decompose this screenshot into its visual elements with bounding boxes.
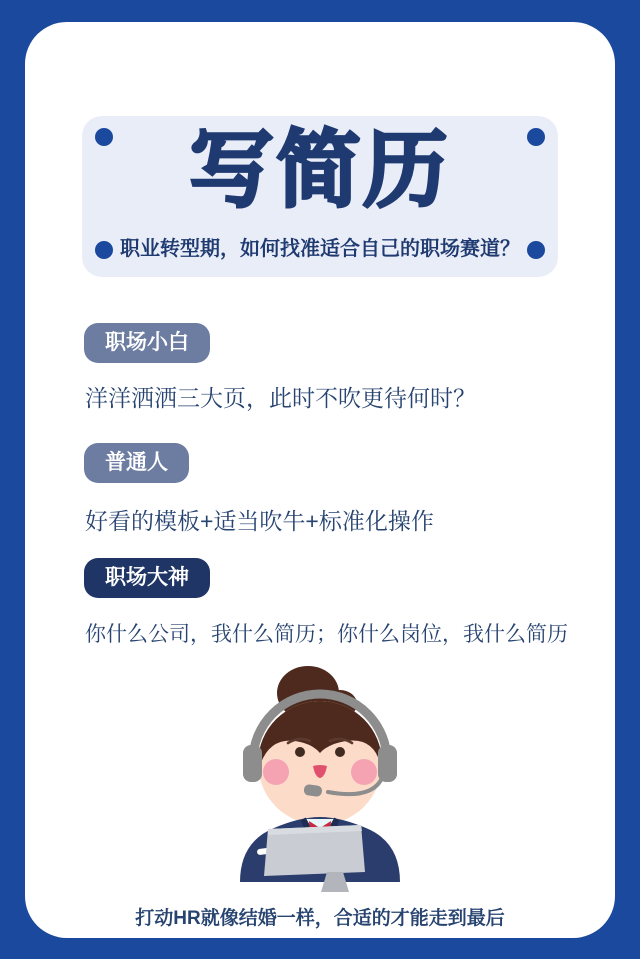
rookie-description: 洋洋洒洒三大页，此时不吹更待何时？	[85, 385, 476, 411]
customer-service-woman-illustration	[230, 660, 410, 900]
footer-caption: 打动HR就像结婚一样，合适的才能走到最后	[135, 908, 505, 929]
title-plate	[82, 116, 558, 277]
workplace-master-description: 你什么公司，我什么简历；你什么岗位，我什么简历	[85, 623, 568, 646]
ordinary-person-description: 好看的模板+适当吹牛+标准化操作	[85, 508, 434, 534]
badge-ordinary-person: 普通人	[84, 443, 189, 483]
badge-workplace-master: 职场大神	[84, 558, 210, 598]
content-card	[25, 22, 615, 938]
page-subtitle: 职业转型期，如何找准适合自己的职场赛道？	[120, 238, 520, 260]
badge-rookie: 职场小白	[84, 323, 210, 363]
page-title: 写简历	[189, 123, 451, 217]
